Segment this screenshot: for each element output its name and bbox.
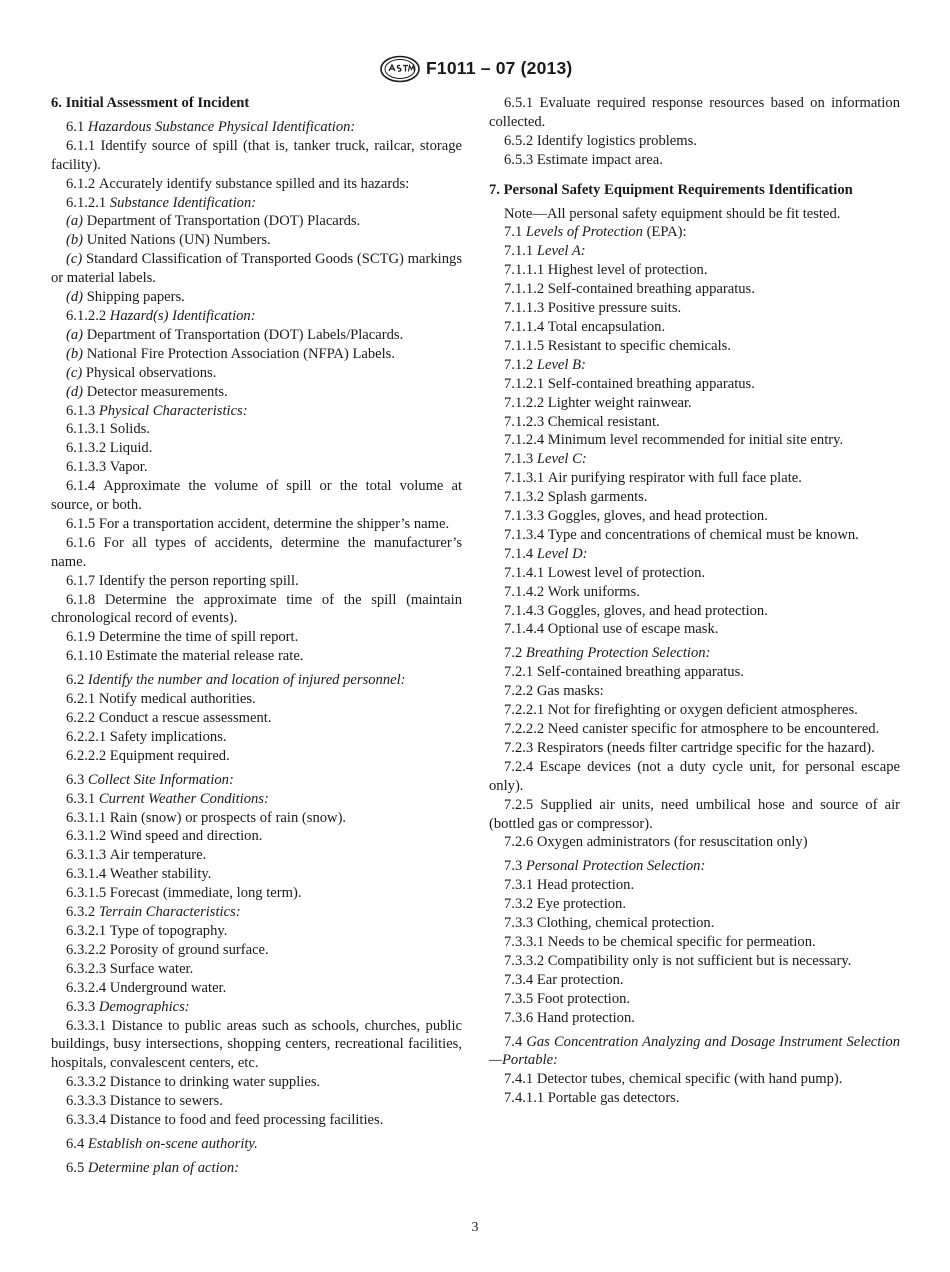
section-title: Gas Concentration Analyzing and Dosage Instrument Selection—Portable: — [489, 1033, 900, 1069]
section-number: 7.3.1 — [504, 877, 534, 894]
section-text: Resistant to specific chemicals. — [547, 337, 731, 354]
right-column — [489, 94, 900, 1108]
section-number: 7.3.5 — [504, 990, 534, 1007]
section-paragraph — [489, 375, 900, 394]
section-paragraph — [489, 620, 900, 639]
section-number: 6.3.1.4 — [66, 866, 107, 883]
section-paragraph — [489, 739, 900, 758]
section-paragraph — [51, 960, 462, 979]
section-paragraph — [489, 151, 900, 170]
section-title: Hazardous Substance Physical Identification: — [87, 118, 356, 135]
section-number: 6.3.1 — [66, 790, 96, 807]
section-number: 7.3.6 — [504, 1009, 534, 1026]
section-number: 6.3.3.1 — [66, 1017, 107, 1034]
section-number: 7.3.4 — [504, 971, 534, 988]
section-number: 7.1.2 — [504, 356, 534, 373]
section-paragraph — [489, 663, 900, 682]
section-heading: 6. Initial Assessment of Incident — [51, 95, 250, 111]
section-paragraph — [51, 231, 462, 250]
section-paragraph — [51, 671, 462, 690]
section-number: 7.2.5 — [504, 796, 534, 813]
section-number: 7.1.3.4 — [504, 526, 545, 543]
section-text: Compatibility only is not sufficient but is necessary. — [547, 952, 852, 969]
section-number: 7.1 — [504, 224, 523, 241]
section-paragraph — [51, 998, 462, 1017]
section-text: Goggles, gloves, and head protection. — [547, 602, 768, 619]
section-paragraph — [489, 857, 900, 876]
section-number: 7.1.3.1 — [504, 470, 545, 487]
section-paragraph — [51, 941, 462, 960]
section-text: Forecast (immediate, long term). — [109, 885, 302, 902]
section-number: 6.2 — [66, 672, 85, 689]
section-paragraph — [489, 720, 900, 739]
section-text: Gas masks: — [536, 683, 604, 700]
section-paragraph — [51, 572, 462, 591]
section-paragraph — [51, 137, 462, 175]
section-text: Notify medical authorities. — [98, 691, 256, 708]
section-number: 6.1.8 — [66, 591, 96, 608]
section-number: 6.3.3.3 — [66, 1093, 107, 1110]
section-paragraph — [489, 564, 900, 583]
section-text: Physical observations. — [85, 364, 217, 381]
section-number: 7.3.2 — [504, 896, 534, 913]
section-paragraph — [51, 884, 462, 903]
section-number: 7.1.2.2 — [504, 394, 545, 411]
section-paragraph — [489, 876, 900, 895]
section-paragraph — [51, 420, 462, 439]
section-text: Ear protection. — [536, 971, 624, 988]
section-number: 6.3.1.3 — [66, 847, 107, 864]
section-paragraph — [51, 383, 462, 402]
page-number: 3 — [471, 1220, 479, 1235]
section-text: Detector tubes, chemical specific (with hand pump). — [536, 1071, 843, 1088]
section-paragraph — [489, 602, 900, 621]
section-title: Personal Protection Selection: — [525, 858, 706, 875]
section-paragraph — [489, 526, 900, 545]
section-text: Hand protection. — [536, 1009, 635, 1026]
section-number: 7.2.2.2 — [504, 721, 545, 737]
section-title: Level B: — [536, 356, 586, 373]
section-paragraph — [489, 469, 900, 488]
section-number: 7.1.2.3 — [504, 413, 545, 430]
section-title: Level D: — [536, 545, 588, 562]
section-title: Breathing Protection Selection: — [525, 645, 711, 662]
section-number: 6.2.2.2 — [66, 747, 107, 764]
section-text: Air purifying respirator with full face plate. — [547, 470, 802, 487]
section-text: Head protection. — [536, 877, 635, 894]
section-text: Type of topography. — [109, 922, 228, 939]
section-paragraph — [489, 1089, 900, 1108]
section-text: Detector measurements. — [86, 383, 228, 400]
section-paragraph — [51, 865, 462, 884]
section-number: (d) — [66, 383, 84, 400]
section-paragraph — [489, 261, 900, 280]
section-text: Accurately identify substance spilled and its hazards: — [98, 175, 410, 192]
section-number: 6.1.2 — [66, 175, 96, 192]
section-title: Terrain Characteristics: — [98, 904, 241, 921]
section-text: Oxygen administrators (for resuscitation only) — [536, 834, 808, 851]
section-title: Current Weather Conditions: — [98, 790, 269, 807]
section-paragraph — [489, 132, 900, 151]
section-paragraph — [51, 903, 462, 922]
section-paragraph — [489, 701, 900, 720]
note-text: Note—All personal safety equipment should be fit tested. — [504, 205, 841, 222]
section-title: Collect Site Information: — [87, 771, 234, 788]
section-paragraph — [489, 337, 900, 356]
section-text: Lighter weight rainwear. — [547, 394, 692, 411]
section-text: Porosity of ground surface. — [109, 941, 269, 958]
section-paragraph — [489, 952, 900, 971]
section-number: 7.1.1.2 — [504, 281, 545, 298]
section-number: 7.1.1 — [504, 243, 534, 260]
section-number: 7.1.3 — [504, 451, 534, 468]
section-title: Level C: — [536, 451, 587, 468]
section-number: 6.3.2.1 — [66, 922, 107, 939]
section-number: 7.3.3.1 — [504, 933, 545, 950]
section-title: Identify the number and location of injured personnel: — [87, 672, 406, 689]
section-text: Underground water. — [109, 979, 227, 996]
section-paragraph — [489, 895, 900, 914]
section-text: Distance to food and feed processing facilities. — [109, 1112, 384, 1129]
section-number: 6.3.3.4 — [66, 1112, 107, 1129]
section-number: 7.2 — [504, 645, 523, 662]
section-text: Rain (snow) or prospects of rain (snow). — [109, 809, 347, 826]
section-paragraph — [489, 1033, 900, 1071]
section-text: United Nations (UN) Numbers. — [86, 232, 271, 249]
section-paragraph — [489, 796, 900, 834]
section-text: Conduct a rescue assessment. — [98, 710, 272, 726]
section-number: (b) — [66, 232, 84, 249]
section-paragraph — [51, 1135, 462, 1154]
section-number: 7.1.1.5 — [504, 337, 545, 354]
section-text: Liquid. — [109, 440, 153, 457]
section-text: Approximate the volume of spill or the total volume at source, or both. — [51, 478, 463, 514]
section-text: National Fire Protection Association (NFPA) Labels. — [86, 345, 396, 362]
section-paragraph — [489, 644, 900, 663]
section-paragraph — [489, 450, 900, 469]
section-text: For all types of accidents, determine the manufacturer’s name. — [51, 534, 462, 570]
section-paragraph — [489, 833, 900, 852]
section-paragraph — [489, 507, 900, 526]
section-text: Minimum level recommended for initial site entry. — [547, 432, 844, 449]
section-text: Identify source of spill (that is, tanker truck, railcar, storage facility). — [51, 137, 463, 173]
section-text: Clothing, chemical protection. — [536, 915, 715, 932]
section-paragraph — [51, 690, 462, 709]
section-number: (a) — [66, 213, 84, 230]
section-paragraph — [51, 827, 462, 846]
section-paragraph — [51, 250, 462, 288]
section-number: 7.1.1.4 — [504, 318, 545, 335]
section-paragraph — [489, 914, 900, 933]
section-number: 6.3.1.2 — [66, 828, 107, 845]
section-number: 6.3.2.3 — [66, 960, 107, 977]
section-paragraph — [51, 846, 462, 865]
left-column — [51, 94, 462, 1178]
section-paragraph — [489, 356, 900, 375]
section-text: Self-contained breathing apparatus. — [547, 281, 755, 298]
section-title: Substance Identification: — [109, 194, 257, 211]
section-text: Department of Transportation (DOT) Placards. — [86, 213, 361, 230]
section-number: 7.2.6 — [504, 834, 534, 851]
section-text: Determine the time of spill report. — [98, 629, 299, 646]
section-paragraph — [489, 1070, 900, 1089]
section-text: Identify logistics problems. — [536, 132, 697, 149]
section-text: Portable gas detectors. — [547, 1090, 680, 1107]
section-text: Equipment required. — [109, 747, 230, 764]
section-text: Vapor. — [109, 459, 148, 476]
section-paragraph — [51, 979, 462, 998]
section-paragraph — [51, 307, 462, 326]
section-title: Level A: — [536, 243, 586, 260]
section-text: Shipping papers. — [86, 289, 185, 306]
section-title: Demographics: — [98, 998, 190, 1015]
section-text: Evaluate required response resources based on information collected. — [489, 95, 900, 130]
section-number: 7.1.1.1 — [504, 262, 545, 279]
section-paragraph — [51, 647, 462, 666]
section-number: (b) — [66, 345, 84, 362]
section-paragraph — [51, 194, 462, 213]
section-paragraph — [51, 1073, 462, 1092]
section-text: Need canister specific for atmosphere to be encountered. — [547, 721, 880, 737]
section-paragraph — [489, 758, 900, 796]
section-number: 7.2.1 — [504, 664, 534, 681]
section-text: Solids. — [109, 421, 150, 438]
section-text: Optional use of escape mask. — [547, 621, 719, 638]
section-paragraph — [51, 118, 462, 137]
section-paragraph — [51, 591, 462, 629]
section-number: 7.3.3.2 — [504, 952, 545, 969]
section-number: 7.1.4.2 — [504, 583, 545, 600]
section-number: 7.1.2.1 — [504, 375, 545, 392]
section-number: 6.3.1.1 — [66, 809, 107, 826]
section-text: Surface water. — [109, 960, 194, 977]
section-number: 6.1.4 — [66, 478, 96, 495]
section-number: 6.1.3.1 — [66, 421, 107, 438]
section-number: 6.1.6 — [66, 534, 96, 551]
section-paragraph — [489, 318, 900, 337]
section-title: Establish on-scene authority. — [87, 1135, 258, 1152]
section-text: Positive pressure suits. — [547, 300, 682, 317]
section-text: Distance to drinking water supplies. — [109, 1074, 321, 1091]
section-heading: 7. Personal Safety Equipment Requirements Identification — [489, 181, 853, 198]
section-text: Respirators (needs filter cartridge specific for the hazard). — [536, 739, 875, 756]
section-text: Chemical resistant. — [547, 413, 660, 430]
section-paragraph — [489, 242, 900, 261]
section-title: Determine plan of action: — [87, 1159, 240, 1176]
section-text: Eye protection. — [536, 896, 626, 913]
section-number: (d) — [66, 289, 84, 306]
section-paragraph — [51, 326, 462, 345]
section-number: 6.3.1.5 — [66, 885, 107, 902]
section-text: (EPA): — [646, 224, 687, 241]
astm-logo-icon — [378, 55, 422, 83]
section-number: 6.4 — [66, 1135, 85, 1152]
section-number: 6.1.5 — [66, 515, 96, 532]
section-paragraph — [489, 971, 900, 990]
section-paragraph — [51, 790, 462, 809]
section-number: 7.1.3.3 — [504, 508, 545, 525]
section-paragraph — [51, 709, 462, 728]
section-number: 7.3 — [504, 858, 523, 875]
section-text: Total encapsulation. — [547, 318, 666, 335]
section-number: 6.1.9 — [66, 629, 96, 646]
section-number: 6.3 — [66, 771, 85, 788]
section-paragraph — [489, 488, 900, 507]
section-text: Estimate the material release rate. — [106, 648, 304, 665]
section-number: (c) — [66, 364, 83, 381]
section-paragraph — [51, 212, 462, 231]
section-text: Work uniforms. — [547, 583, 640, 600]
section-number: 6.1.10 — [66, 648, 103, 665]
page-header — [0, 55, 950, 85]
section-number: 6.5.2 — [504, 132, 534, 149]
section-paragraph — [489, 280, 900, 299]
section-number: 7.4.1 — [504, 1071, 534, 1088]
section-number: 6.5 — [66, 1159, 85, 1176]
section-paragraph — [51, 1017, 462, 1074]
document-number: F1011 – 07 (2013) — [426, 58, 573, 78]
section-number: 6.1.7 — [66, 572, 96, 589]
section-number: (a) — [66, 326, 84, 343]
section-number: 6.1.3.2 — [66, 440, 107, 457]
section-paragraph — [51, 477, 462, 515]
section-number: 6.5.3 — [504, 151, 534, 168]
section-paragraph — [51, 747, 462, 766]
section-paragraph — [489, 394, 900, 413]
section-paragraph — [489, 990, 900, 1009]
section-number: 7.1.4.4 — [504, 621, 545, 638]
section-paragraph — [489, 583, 900, 602]
section-text: Estimate impact area. — [536, 151, 663, 168]
section-title: Levels of Protection — [525, 224, 643, 241]
section-text: Splash garments. — [547, 489, 648, 506]
section-number: 7.1.2.4 — [504, 432, 545, 449]
section-text: Air temperature. — [109, 847, 207, 864]
section-number: 7.4 — [504, 1033, 523, 1050]
section-text: Foot protection. — [536, 990, 631, 1007]
section-text: Goggles, gloves, and head protection. — [547, 508, 768, 525]
section-number: 7.1.1.3 — [504, 300, 545, 317]
section-paragraph — [51, 345, 462, 364]
section-paragraph — [51, 1111, 462, 1130]
section-number: 6.3.2.2 — [66, 941, 107, 958]
section-text: Standard Classification of Transported Goods (SCTG) markings or material labels. — [51, 251, 462, 287]
section-paragraph — [51, 402, 462, 421]
section-paragraph — [51, 1159, 462, 1178]
section-paragraph — [51, 439, 462, 458]
section-number: 7.2.2.1 — [504, 702, 545, 719]
section-number: 7.1.4 — [504, 545, 534, 562]
section-text: Lowest level of protection. — [547, 564, 706, 581]
section-paragraph — [489, 933, 900, 952]
section-number: 6.2.2 — [66, 710, 96, 726]
section-text: For a transportation accident, determine the shipper’s name. — [98, 515, 450, 532]
section-number: 6.1.3 — [66, 402, 96, 419]
section-number: 7.4.1.1 — [504, 1090, 545, 1107]
section-text: Escape devices (not a duty cycle unit, for personal escape only). — [489, 758, 901, 794]
section-paragraph — [51, 771, 462, 790]
section-number: 7.2.2 — [504, 683, 534, 700]
section-number: 6.1.2.1 — [66, 194, 107, 211]
section-text: Safety implications. — [109, 728, 227, 745]
section-paragraph — [489, 299, 900, 318]
section-number: 6.1.3.3 — [66, 459, 107, 476]
section-text: Wind speed and direction. — [109, 828, 263, 845]
section-text: Self-contained breathing apparatus. — [536, 664, 744, 681]
section-number: 7.1.4.3 — [504, 602, 545, 619]
section-text: Type and concentrations of chemical must be known. — [547, 526, 859, 543]
section-number: 7.2.4 — [504, 758, 534, 775]
section-title: Physical Characteristics: — [98, 402, 248, 419]
section-paragraph — [51, 628, 462, 647]
section-text: Distance to sewers. — [109, 1093, 223, 1110]
section-paragraph — [51, 809, 462, 828]
section-text: Determine the approximate time of the spill (maintain chronological record of events). — [51, 591, 462, 627]
section-number: 6.3.2.4 — [66, 979, 107, 996]
section-paragraph — [489, 545, 900, 564]
section-paragraph — [489, 94, 900, 132]
section-paragraph — [51, 364, 462, 383]
section-number: 7.3.3 — [504, 915, 534, 932]
section-paragraph — [489, 1009, 900, 1028]
section-number: 6.2.1 — [66, 691, 96, 708]
section-paragraph — [51, 288, 462, 307]
section-number: 7.2.3 — [504, 739, 534, 756]
section-number: 7.1.4.1 — [504, 564, 545, 581]
section-paragraph — [51, 1092, 462, 1111]
section-paragraph — [51, 458, 462, 477]
section-text: Weather stability. — [109, 866, 212, 883]
section-text: Supplied air units, need umbilical hose and source of air (bottled gas or compressor). — [489, 796, 900, 832]
section-text: Highest level of protection. — [547, 262, 708, 279]
section-number: 6.3.3.2 — [66, 1074, 107, 1091]
section-number: (c) — [66, 251, 83, 268]
section-number: 6.3.2 — [66, 904, 96, 921]
section-text: Not for firefighting or oxygen deficient atmospheres. — [547, 702, 858, 719]
section-number: 7.1.3.2 — [504, 489, 545, 506]
section-paragraph — [51, 728, 462, 747]
section-text: Self-contained breathing apparatus. — [547, 375, 755, 392]
section-number: 6.3.3 — [66, 998, 96, 1015]
section-text: Needs to be chemical specific for permeation. — [547, 933, 816, 950]
section-paragraph — [51, 534, 462, 572]
section-paragraph — [489, 682, 900, 701]
section-number: 6.1 — [66, 118, 85, 135]
section-paragraph — [51, 922, 462, 941]
section-number: 6.1.2.2 — [66, 307, 107, 324]
section-paragraph — [51, 175, 462, 194]
section-paragraph — [51, 515, 462, 534]
section-text: Distance to public areas such as schools, churches, public buildings, busy intersections, shopping centers, recreational facilities, hospitals, convalescent centers, etc. — [51, 1017, 463, 1072]
section-text: Department of Transportation (DOT) Labels/Placards. — [86, 326, 404, 343]
section-title: Hazard(s) Identification: — [109, 307, 256, 324]
section-number: 6.5.1 — [504, 95, 534, 111]
section-paragraph — [489, 431, 900, 450]
section-text: Identify the person reporting spill. — [98, 572, 299, 589]
section-paragraph — [489, 223, 900, 242]
section-number: 6.1.1 — [66, 137, 96, 154]
section-paragraph — [489, 413, 900, 432]
section-number: 6.2.2.1 — [66, 728, 107, 745]
